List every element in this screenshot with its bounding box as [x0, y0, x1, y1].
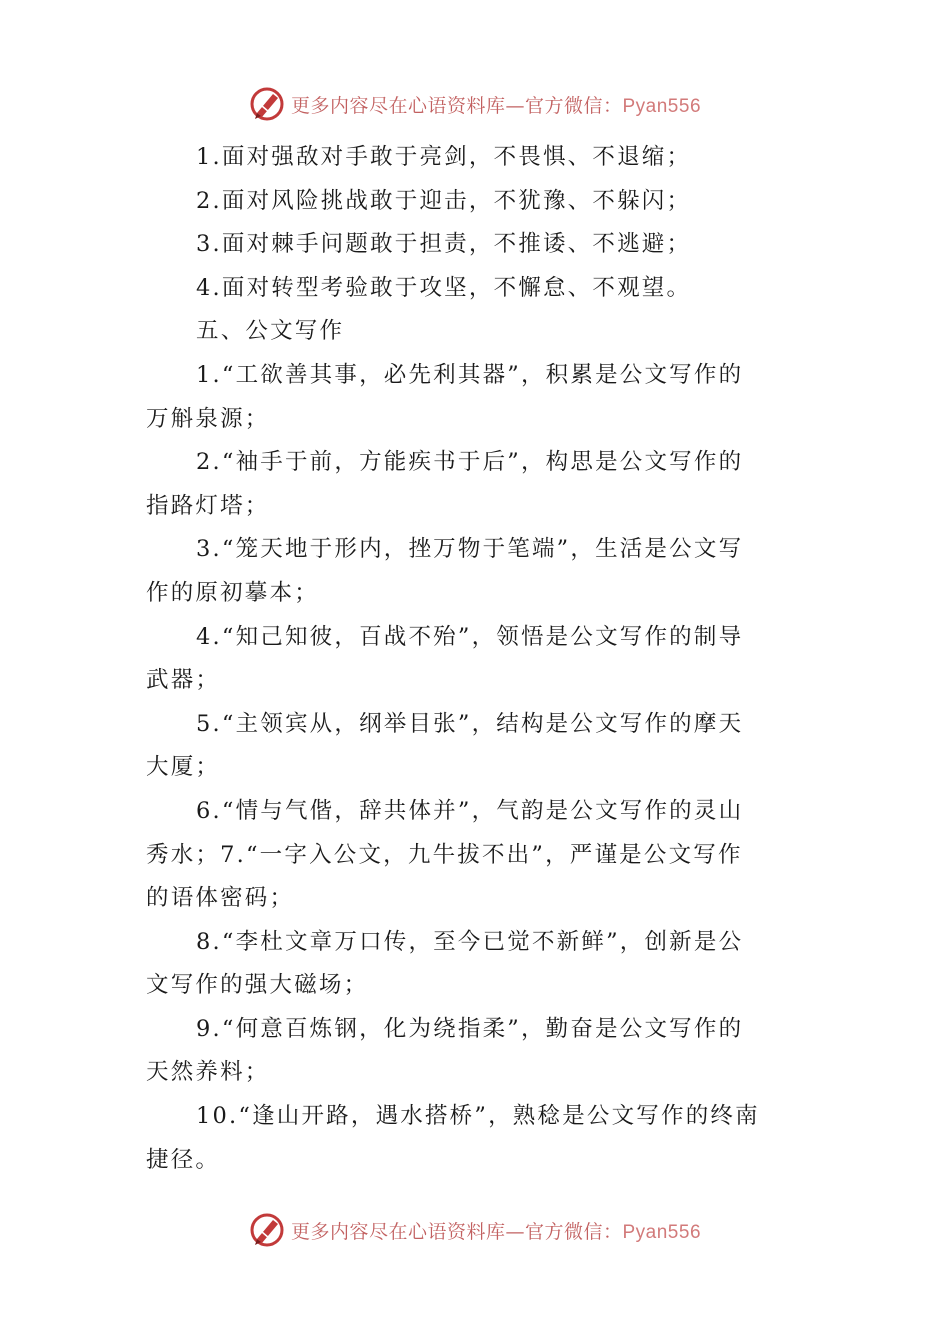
body-line: 秀水；7.“一字入公文，九牛拔不出”，严谨是公文写作 [146, 841, 743, 868]
body-line: 2.“袖手于前，方能疾书于后”，构思是公文写作的 [196, 449, 744, 476]
header-banner-text [291, 91, 701, 118]
document-body [146, 136, 806, 1182]
footer-banner-label: 更多内容尽在心语资料库—官方微信： [290, 1220, 623, 1243]
body-line: 作的原初摹本； [146, 579, 319, 606]
header-wechat-id: Pyan556 [622, 95, 702, 117]
body-line: 5.“主领宾从，纲举目张”，结构是公文写作的摩天 [196, 710, 744, 737]
body-line: 2.面对风险挑战敢于迎击，不犹豫、不躲闪； [196, 187, 692, 214]
body-line: 3.面对棘手问题敢于担责，不推诿、不逃避； [196, 231, 692, 258]
footer-banner-content [249, 1212, 701, 1248]
footer-banner [0, 1208, 950, 1252]
body-line: 文写作的强大磁场； [146, 972, 369, 999]
footer-wechat-id: Pyan556 [622, 1221, 702, 1243]
pen-circle-logo-icon [249, 1212, 285, 1248]
body-line: 6.“情与气偕，辞共体并”，气韵是公文写作的灵山 [196, 797, 744, 824]
pen-circle-logo-icon [249, 86, 285, 122]
section-heading: 五、公文写作 [196, 318, 345, 345]
body-line: 3.“笼天地于形内，挫万物于笔端”，生活是公文写 [196, 536, 744, 563]
body-line: 1.面对强敌对手敢于亮剑，不畏惧、不退缩； [196, 144, 692, 170]
body-line: 4.“知己知彼，百战不殆”，领悟是公文写作的制导 [196, 623, 744, 650]
body-line: 1.“工欲善其事，必先利其器”，积累是公文写作的 [196, 361, 744, 388]
body-line: 的语体密码； [146, 885, 295, 912]
body-line: 指路灯塔； [146, 492, 270, 519]
body-line: 10.“逢山开路，遇水搭桥”，熟稔是公文写作的终南 [196, 1103, 760, 1130]
header-banner-content [249, 86, 701, 122]
footer-banner-text [291, 1217, 701, 1244]
body-line: 武器； [146, 667, 221, 694]
header-banner-label: 更多内容尽在心语资料库—官方微信： [290, 94, 623, 117]
body-line: 万斛泉源； [146, 405, 270, 432]
body-line: 4.面对转型考验敢于攻坚，不懈怠、不观望。 [196, 274, 692, 301]
body-line: 捷径。 [146, 1146, 221, 1173]
body-line: 9.“何意百炼钢，化为绕指柔”，勤奋是公文写作的 [196, 1015, 744, 1042]
body-line: 大厦； [146, 754, 221, 781]
body-line: 8.“李杜文章万口传，至今已觉不新鲜”，创新是公 [196, 928, 744, 955]
body-line: 天然养料； [146, 1059, 270, 1086]
header-banner [0, 82, 950, 126]
